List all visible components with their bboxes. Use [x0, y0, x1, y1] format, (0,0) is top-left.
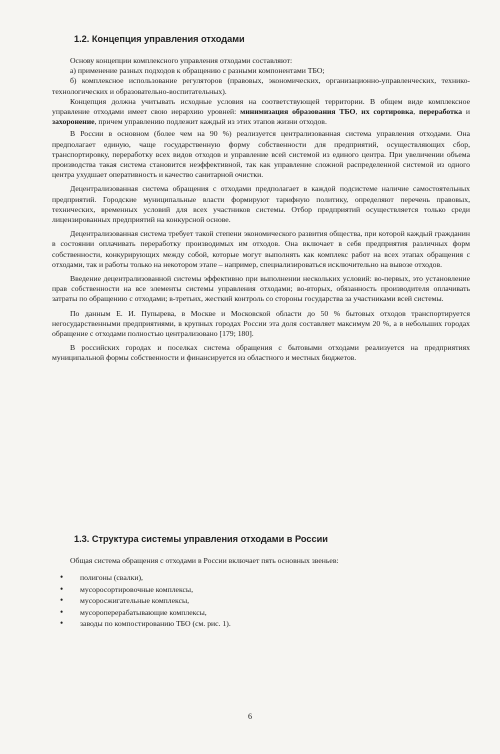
- bold-term-burial: захоронение: [52, 117, 95, 127]
- page-number: 6: [248, 712, 252, 721]
- structure-intro: Общая система обращения с отходами в России включает пять основных звеньев:: [70, 556, 339, 565]
- pupyreva-paragraph: По данным Е. И. Пупырева, в Москве и Московской области до 50 % бытовых отходов транспортируется негосударственными предприятиями, в крупных городах России эта доля составляет максимум 20 %, а в небольших городах обращение с отходами полностью централизовано [179; 180].: [52, 308, 470, 339]
- section-heading-1-3: 1.3. Структура системы управления отходами в России: [74, 534, 328, 544]
- list-item: • заводы по компостированию ТБО (см. рис. 1).: [60, 618, 460, 630]
- intro-paragraph: Основу концепции комплексного управления отходами составляют:: [70, 56, 293, 65]
- section-1-2-body: [52, 56, 470, 364]
- concept-paragraph: Концепция должна учитывать исходные условия на соответствующей территории. В общем виде комплексное управление отходами имеет свою иерархию уровней: минимизация образования ТБО, их сортировка, переработка и захоронение, причем управлению подлежит каждый из этих этапов жизни отходов.: [52, 96, 471, 127]
- list-item: • полигоны (свалки),: [60, 572, 460, 584]
- cities-paragraph: В российских городах и поселках система обращения с бытовыми отходами реализуется на предприятиях муниципальной формы собственности и финансируется из областного и местных бюджетов.: [52, 343, 470, 363]
- requires-paragraph: Децентрализованная система требует такой степени экономического развития общества, при которой каждый гражданин в состоянии оплачивать переработку производимых им отходов. Она включает в себя предприятия различных форм собственности, конкурирующих между собой, которые могут выполнять как комплекс работ на всех этапах обращения с отходами, так и работы только на некотором этапе – например, специализироваться исключительно на вывозе отходов.: [52, 229, 470, 269]
- item-a: а) применение разных подходов к обращению с разными компонентами ТБО;: [70, 66, 325, 76]
- structure-list: [60, 572, 460, 630]
- introduction-paragraph: Введение децентрализованной системы эффективно при выполнении нескольких условий: во-первых, это установление прав собственности на все элементы системы управления отходами; во-вторых, обязанность производителя оплачивать затраты по обращению с отходами; в-третьих, жесткий контроль со стороны государства за участниками всей системы.: [52, 274, 470, 304]
- bold-term-processing: переработка: [419, 107, 463, 117]
- bold-term-minimization: минимизация образования ТБО: [240, 107, 356, 117]
- section-1-3-intro: [52, 556, 470, 566]
- list-item: • мусоросжигательные комплексы,: [60, 595, 460, 607]
- bold-term-sorting: их сортировка: [361, 107, 414, 117]
- item-b: б) комплексное использование регуляторов (правовых, экономических, организационно-управленческих, технико-технологических и образовательно-воспитательных).: [52, 76, 470, 96]
- list-item: • мусоросортировочные комплексы,: [60, 584, 460, 596]
- decentral-paragraph: Децентрализованная система обращения с отходами предполагает в каждой подсистеме наличие самостоятельных предприятий. Городские муниципальные власти формируют тарифную политику, определяют перечень правовых, технических, временных условий для всех участников системы. Отбор предприятий осуществляется только среди лицензированных предприятий на конкурсной основе.: [52, 184, 470, 225]
- section-heading-1-2: 1.2. Концепция управления отходами: [74, 34, 245, 44]
- russia-paragraph: В России в основном (более чем на 90 %) реализуется централизованная система управления отходами. Она предполагает единую, чаще государственную форму собственности для предприятий, осуществляющих сбор, транспортировку, переработку всех видов отходов и управление всей системой из единого центра. При увеличении объема производства такая система становится неэффективной, так как управление сложной распределенной системой из одного центра ухудшает оперативность и качество санитарной очистки.: [52, 129, 470, 180]
- list-item: • мусороперерабатывающие комплексы,: [60, 607, 460, 619]
